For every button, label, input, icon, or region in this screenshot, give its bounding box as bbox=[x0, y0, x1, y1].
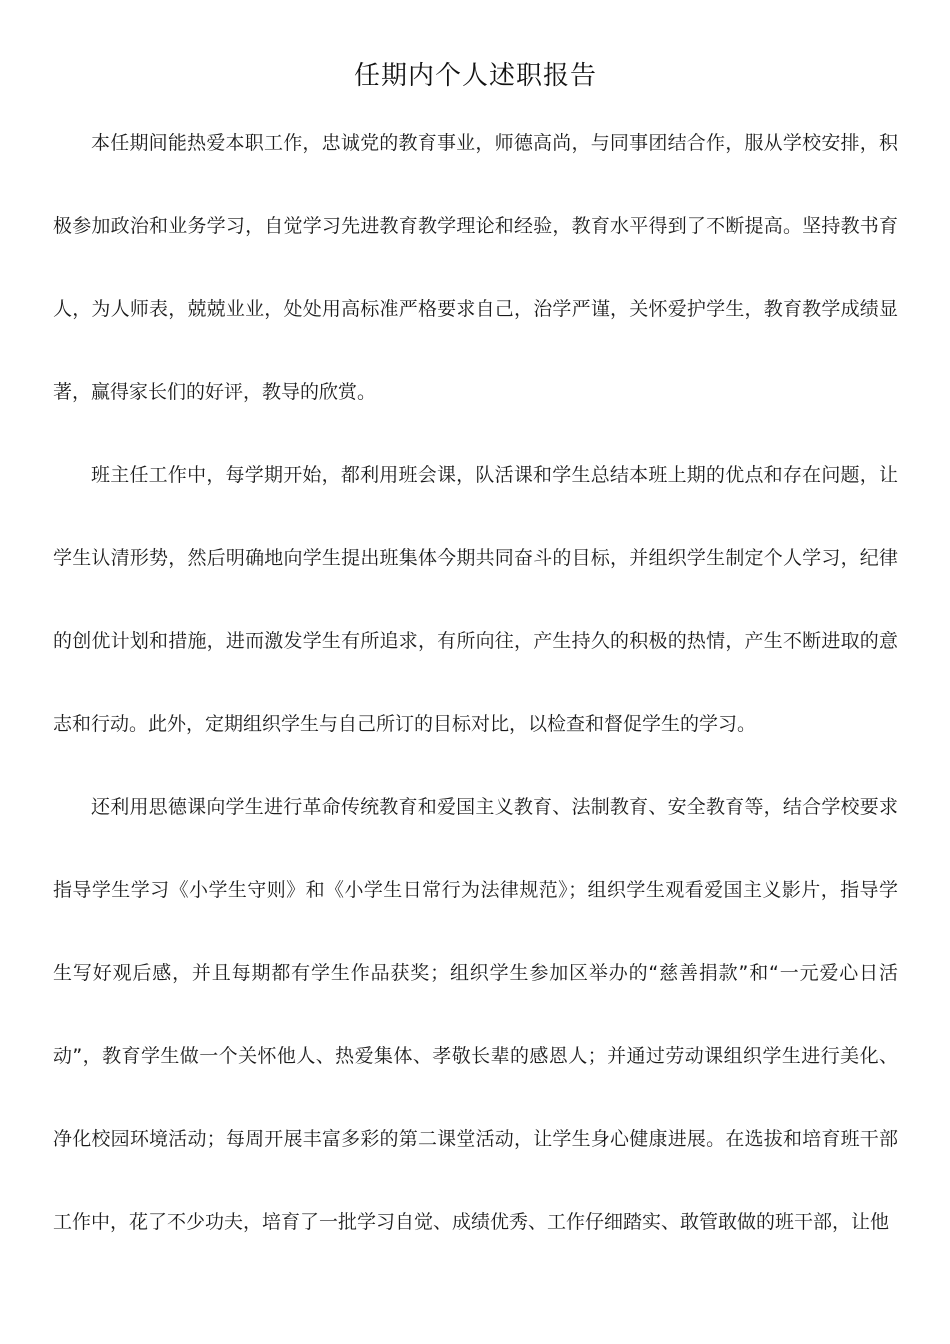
document-title: 任期内个人述职报告 bbox=[353, 61, 597, 91]
document-page bbox=[53, 0, 898, 1264]
paragraph-1: 本任期间能热爱本职工作，忠诚党的教育事业，师德高尚，与同事团结合作，服从学校安排，积极参加政治和业务学习，自觉学习先进教育教学理论和经验，教育水平得到了不断提高。坚持教书育人，为人师表，兢兢业业，处处用高标准严格要求自己，治学严谨，关怀爱护学生，教育教学成绩显著，赢得家长们的好评，教导的欣赏。 bbox=[53, 132, 898, 403]
paragraph-3: 还利用思德课向学生进行革命传统教育和爱国主义教育、法制教育、安全教育等，结合学校要求指导学生学习《小学生守则》和《小学生日常行为法律规范》；组织学生观看爱国主义影片，指导学生写好观后感，并且每期都有学生作品获奖；组织学生参加区举办的“慈善捐款”和“一元爱心日活动”，教育学生做一个关怀他人、热爱集体、孝敬长辈的感恩人；并通过劳动课组织学生进行美化、净化校园环境活动；每周开展丰富多彩的第二课堂活动，让学生身心健康进展。在选拔和培育班干部工作中，花了不少功夫，培育了一批学习自觉、成绩优秀、工作仔细踏实、敢管敢做的班干部，让他 bbox=[53, 796, 898, 1233]
paragraph-2: 班主任工作中，每学期开始，都利用班会课，队活课和学生总结本班上期的优点和存在问题，让学生认清形势，然后明确地向学生提出班集体今期共同奋斗的目标，并组织学生制定个人学习，纪律的创优计划和措施，进而激发学生有所追求，有所向往，产生持久的积极的热情，产生不断进取的意志和行动。此外，定期组织学生与自己所订的目标对比，以检查和督促学生的学习。 bbox=[53, 464, 898, 735]
